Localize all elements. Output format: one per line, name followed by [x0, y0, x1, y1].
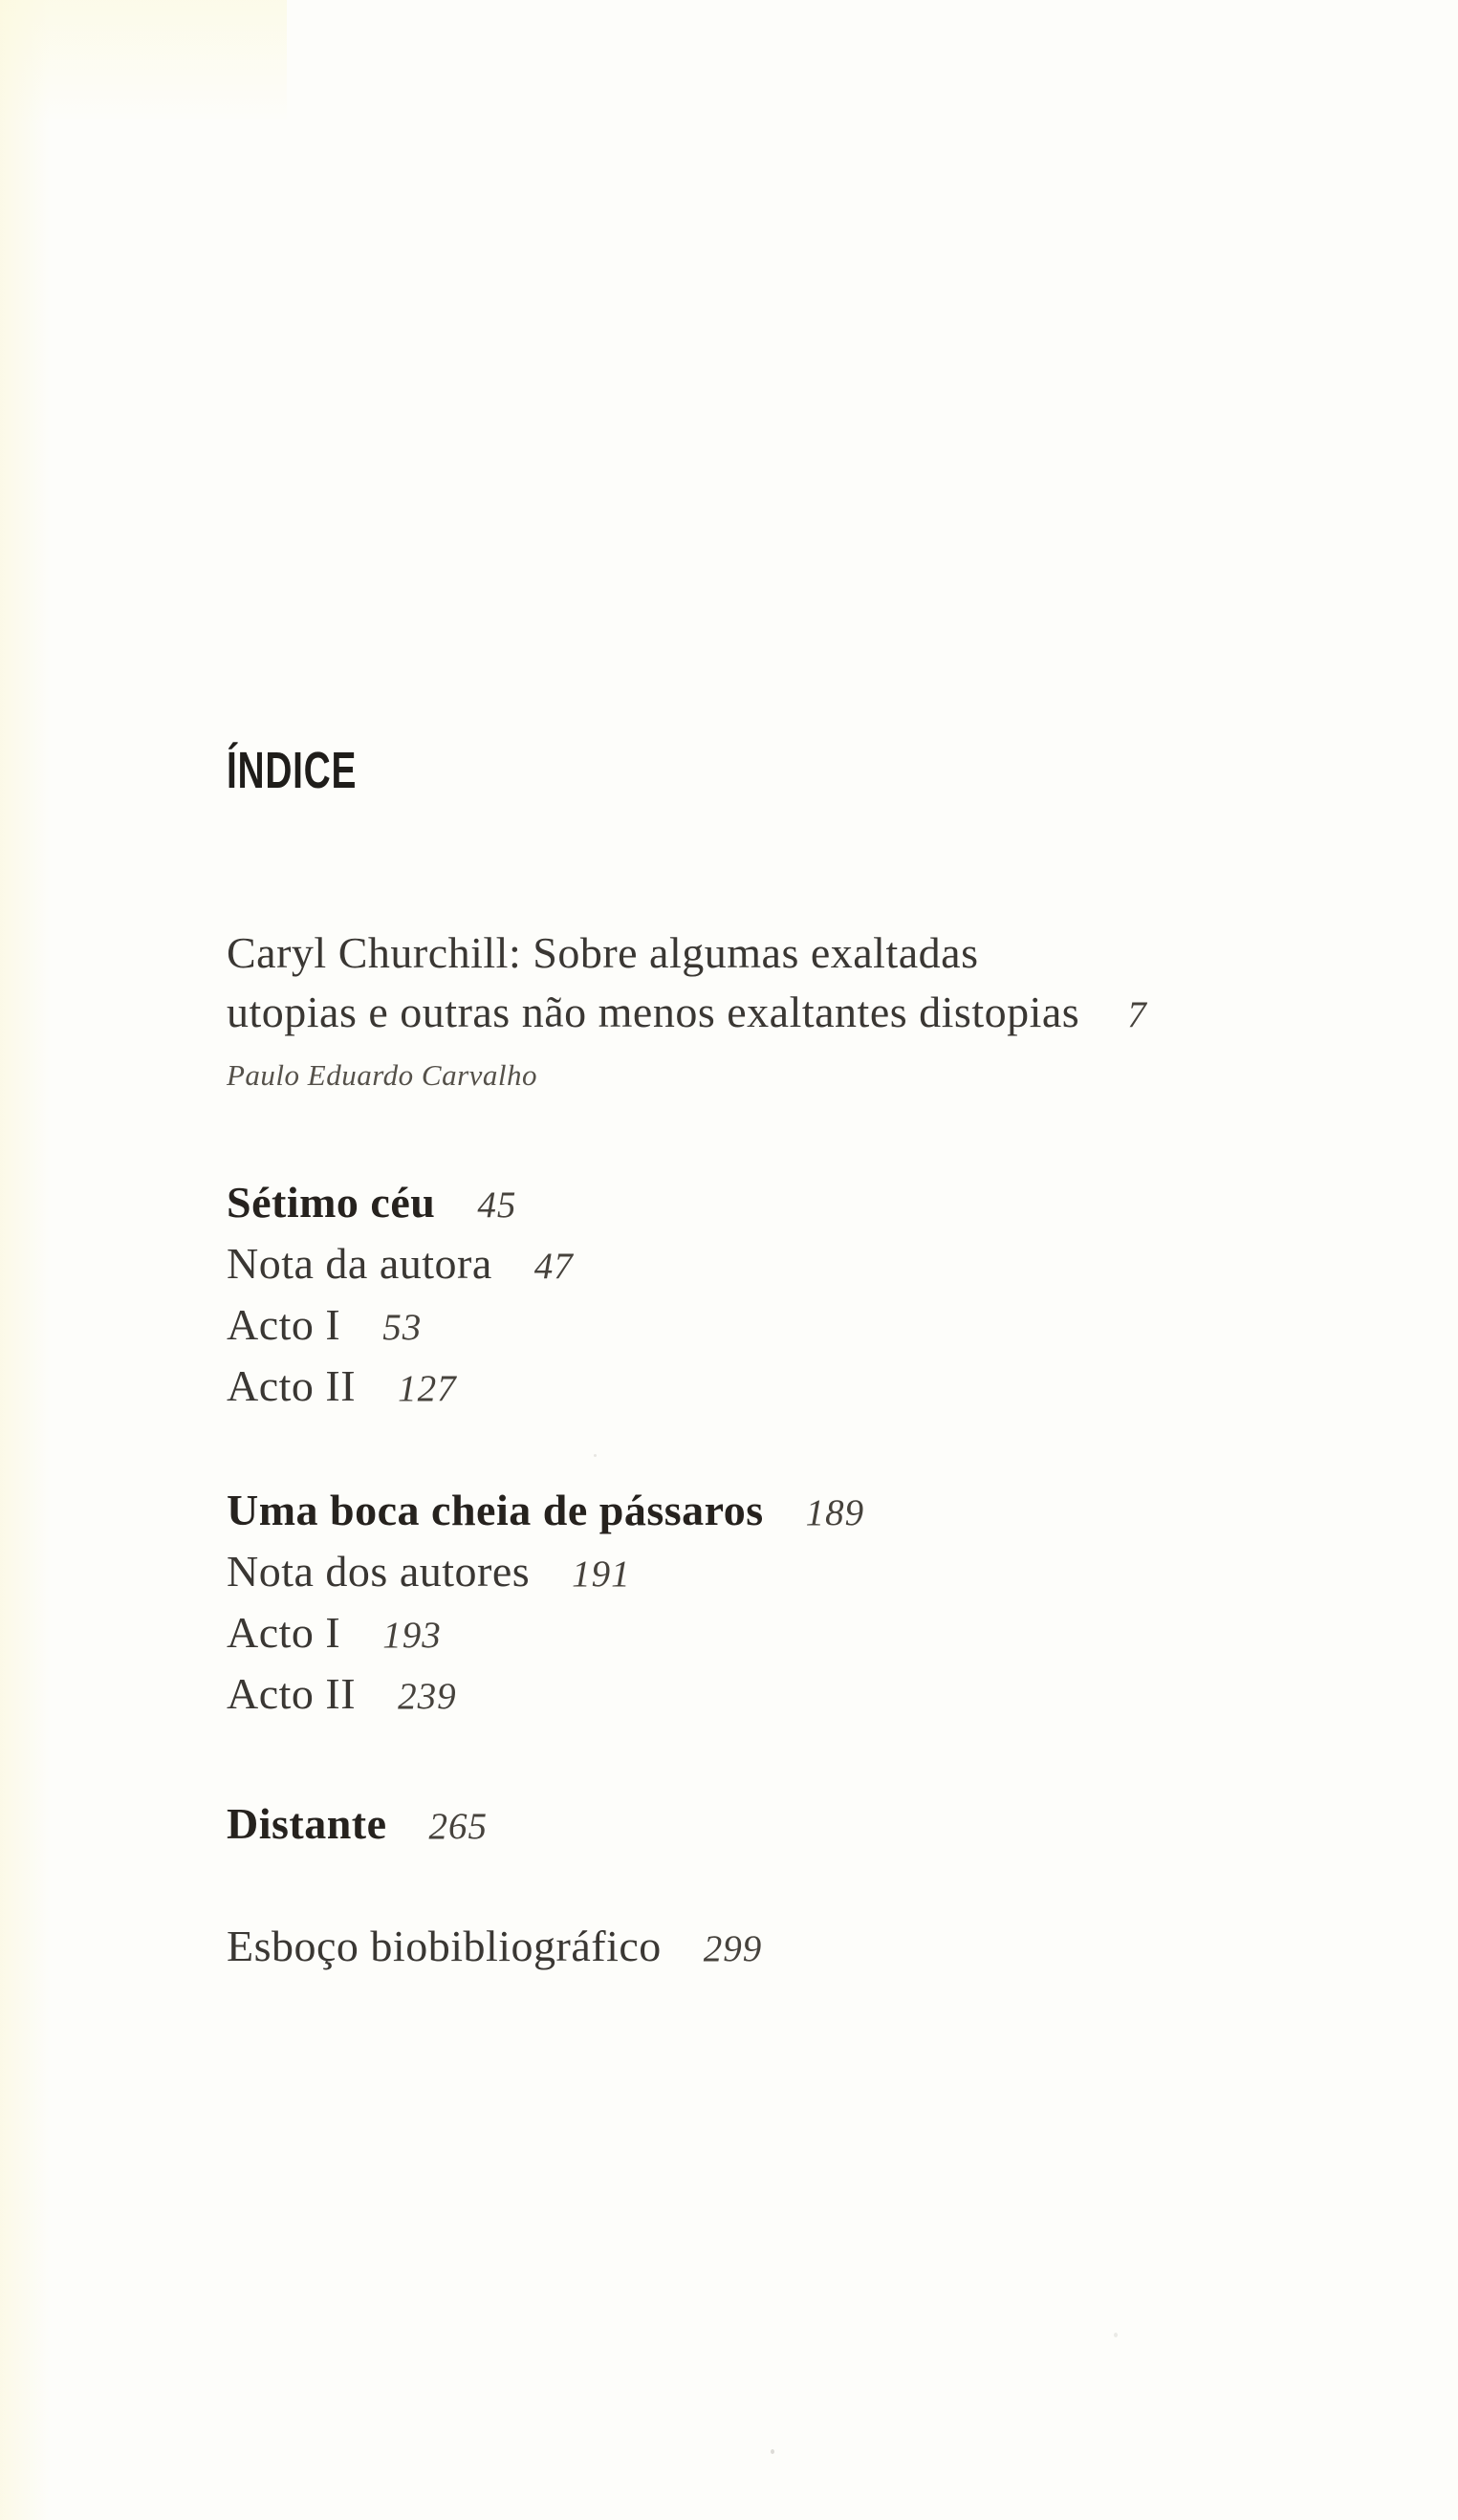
page-number: 239 — [398, 1676, 457, 1717]
intro-title-line-1 — [227, 923, 1297, 983]
toc-item-label: Nota da autora — [227, 1239, 492, 1288]
section-title-row — [227, 1794, 1297, 1856]
toc-item-label: Acto I — [227, 1608, 341, 1657]
intro-title-text: utopias e outras não menos exaltantes distopias — [227, 988, 1080, 1036]
page-number: 53 — [382, 1307, 423, 1348]
section-title: Sétimo céu — [227, 1178, 436, 1227]
page-number: 265 — [428, 1806, 489, 1847]
scan-speck — [771, 2449, 774, 2454]
page-number: 191 — [572, 1553, 631, 1595]
page-title: ÍNDICE — [227, 742, 358, 799]
scan-corner-tint — [0, 0, 287, 124]
toc-item — [227, 1542, 1297, 1603]
intro-title-text: Caryl Churchill: Sobre algumas exaltadas — [227, 928, 979, 977]
toc-item-label: Nota dos autores — [227, 1547, 531, 1596]
page-number: 45 — [477, 1184, 517, 1226]
toc-item-label: Acto II — [227, 1669, 357, 1718]
toc-item — [227, 1357, 1297, 1418]
toc-section-distante — [227, 1794, 1297, 1856]
page-number: 189 — [805, 1492, 865, 1533]
toc-item-label: Acto I — [227, 1300, 341, 1349]
page-number: 7 — [1127, 994, 1147, 1035]
scan-speck — [1114, 2333, 1118, 2337]
section-title: Esboço biobibliográfico — [227, 1922, 662, 1970]
toc-content — [227, 744, 1297, 1978]
toc-item — [227, 1664, 1297, 1726]
toc-item — [227, 1295, 1297, 1357]
intro-author: Paulo Eduardo Carvalho — [227, 1058, 538, 1092]
section-title: Uma boca cheia de pássaros — [227, 1486, 764, 1534]
section-title: Distante — [227, 1799, 387, 1848]
page-number: 47 — [533, 1246, 574, 1287]
intro-title-line-2 — [227, 983, 1297, 1045]
toc-item — [227, 1603, 1297, 1664]
page-number: 127 — [398, 1368, 457, 1409]
scan-edge-tint — [0, 0, 50, 2520]
toc-item — [227, 1234, 1297, 1295]
section-title-row — [227, 1481, 1297, 1542]
page-number: 193 — [382, 1615, 442, 1656]
section-title-row — [227, 1917, 1297, 1978]
section-title-row — [227, 1173, 1297, 1234]
toc-entry-intro — [227, 923, 1297, 1095]
toc-section-setimo-ceu — [227, 1173, 1297, 1418]
toc-item-label: Acto II — [227, 1361, 357, 1410]
toc-section-esboco — [227, 1917, 1297, 1978]
page-number: 299 — [703, 1928, 763, 1969]
toc-section-uma-boca — [227, 1481, 1297, 1726]
